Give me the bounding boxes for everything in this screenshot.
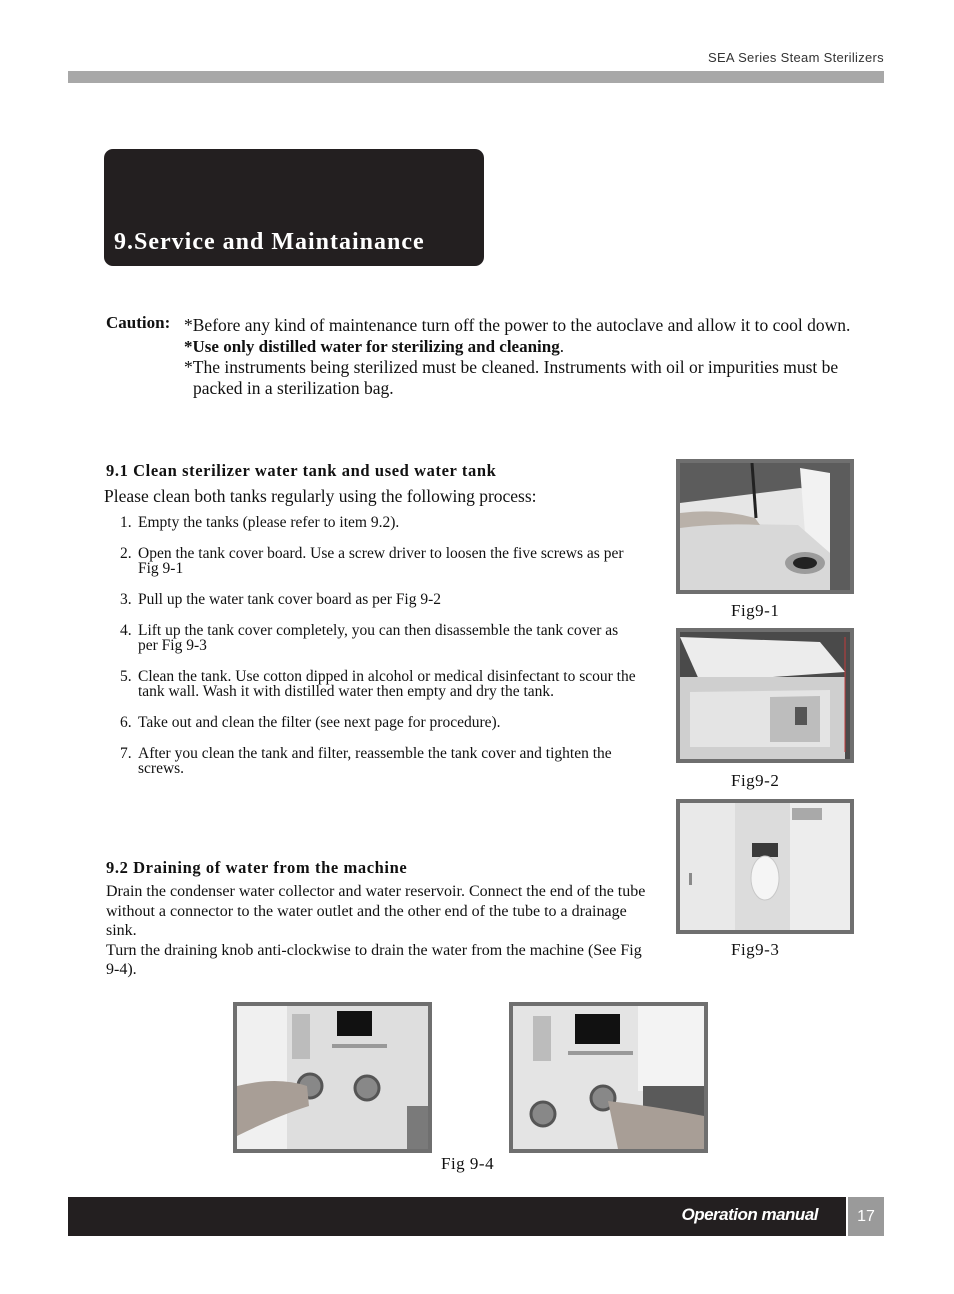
drain-paragraph-1: Drain the condenser water collector and water reservoir. Connect the end of the tube without a connector to the water outlet and the other end of the tube to a drainage sink.	[106, 883, 646, 939]
fig9-3-caption: Fig9-3	[731, 940, 780, 959]
list-item: 3. Pull up the water tank cover board as per Fig 9-2	[120, 591, 442, 608]
fig9-2-photo	[676, 628, 854, 763]
section-title-box	[104, 149, 484, 266]
fig9-4-left-photo	[233, 1002, 432, 1153]
fig9-2-caption: Fig9-2	[731, 771, 780, 790]
caution-item-2: *Use only distilled water for sterilizing and cleaning.	[184, 337, 564, 356]
list-item: 4. Lift up the tank cover completely, you can then disassemble the tank cover as per Fig 9-3	[120, 622, 619, 654]
fig9-3-photo	[676, 799, 854, 934]
list-item: 1. Empty the tanks (please refer to item 9.2).	[120, 514, 400, 531]
caution-item-3: *The instruments being sterilized must be cleaned. Instruments with oil or impurities must be packed in a sterilization bag.	[184, 357, 839, 398]
section-heading-9-1: 9.1 Clean sterilizer water tank and used water tank	[106, 461, 497, 480]
fig9-4-caption: Fig 9-4	[441, 1154, 495, 1173]
fig9-4-right-photo	[509, 1002, 708, 1153]
header-rule	[68, 71, 884, 83]
list-item: 5. Clean the tank. Use cotton dipped in alcohol or medical disinfectant to scour the tank wall. Wash it with distilled water then empty and dry the tank.	[120, 668, 636, 700]
footer-label: Operation manual	[681, 1205, 818, 1224]
list-item: 6. Take out and clean the filter (see next page for procedure).	[120, 714, 501, 731]
caution-list	[184, 315, 854, 399]
caution-label: Caution:	[106, 313, 171, 332]
document-series-title: SEA Series Steam Sterilizers	[707, 50, 884, 65]
drain-instructions	[106, 882, 651, 980]
section-intro: Please clean both tanks regularly using the following process:	[104, 486, 537, 506]
caution-item-1: *Before any kind of maintenance turn off the power to the autoclave and allow it to cool down.	[184, 315, 851, 335]
section-title: 9.Service and Maintainance	[114, 229, 425, 255]
steps-list	[120, 515, 640, 792]
footer-bar	[68, 1197, 846, 1236]
fig9-1-photo	[676, 459, 854, 594]
list-item: 7. After you clean the tank and filter, reassemble the tank cover and tighten the screws.	[120, 745, 612, 777]
section-heading-9-2: 9.2 Draining of water from the machine	[106, 858, 408, 877]
drain-paragraph-2: Turn the draining knob anti-clockwise to drain the water from the machine (See Fig 9-4).	[106, 941, 642, 978]
fig9-1-caption: Fig9-1	[731, 601, 780, 620]
page-number: 17	[848, 1197, 884, 1236]
list-item: 2. Open the tank cover board. Use a screw driver to loosen the five screws as per Fig 9-1	[120, 545, 624, 577]
